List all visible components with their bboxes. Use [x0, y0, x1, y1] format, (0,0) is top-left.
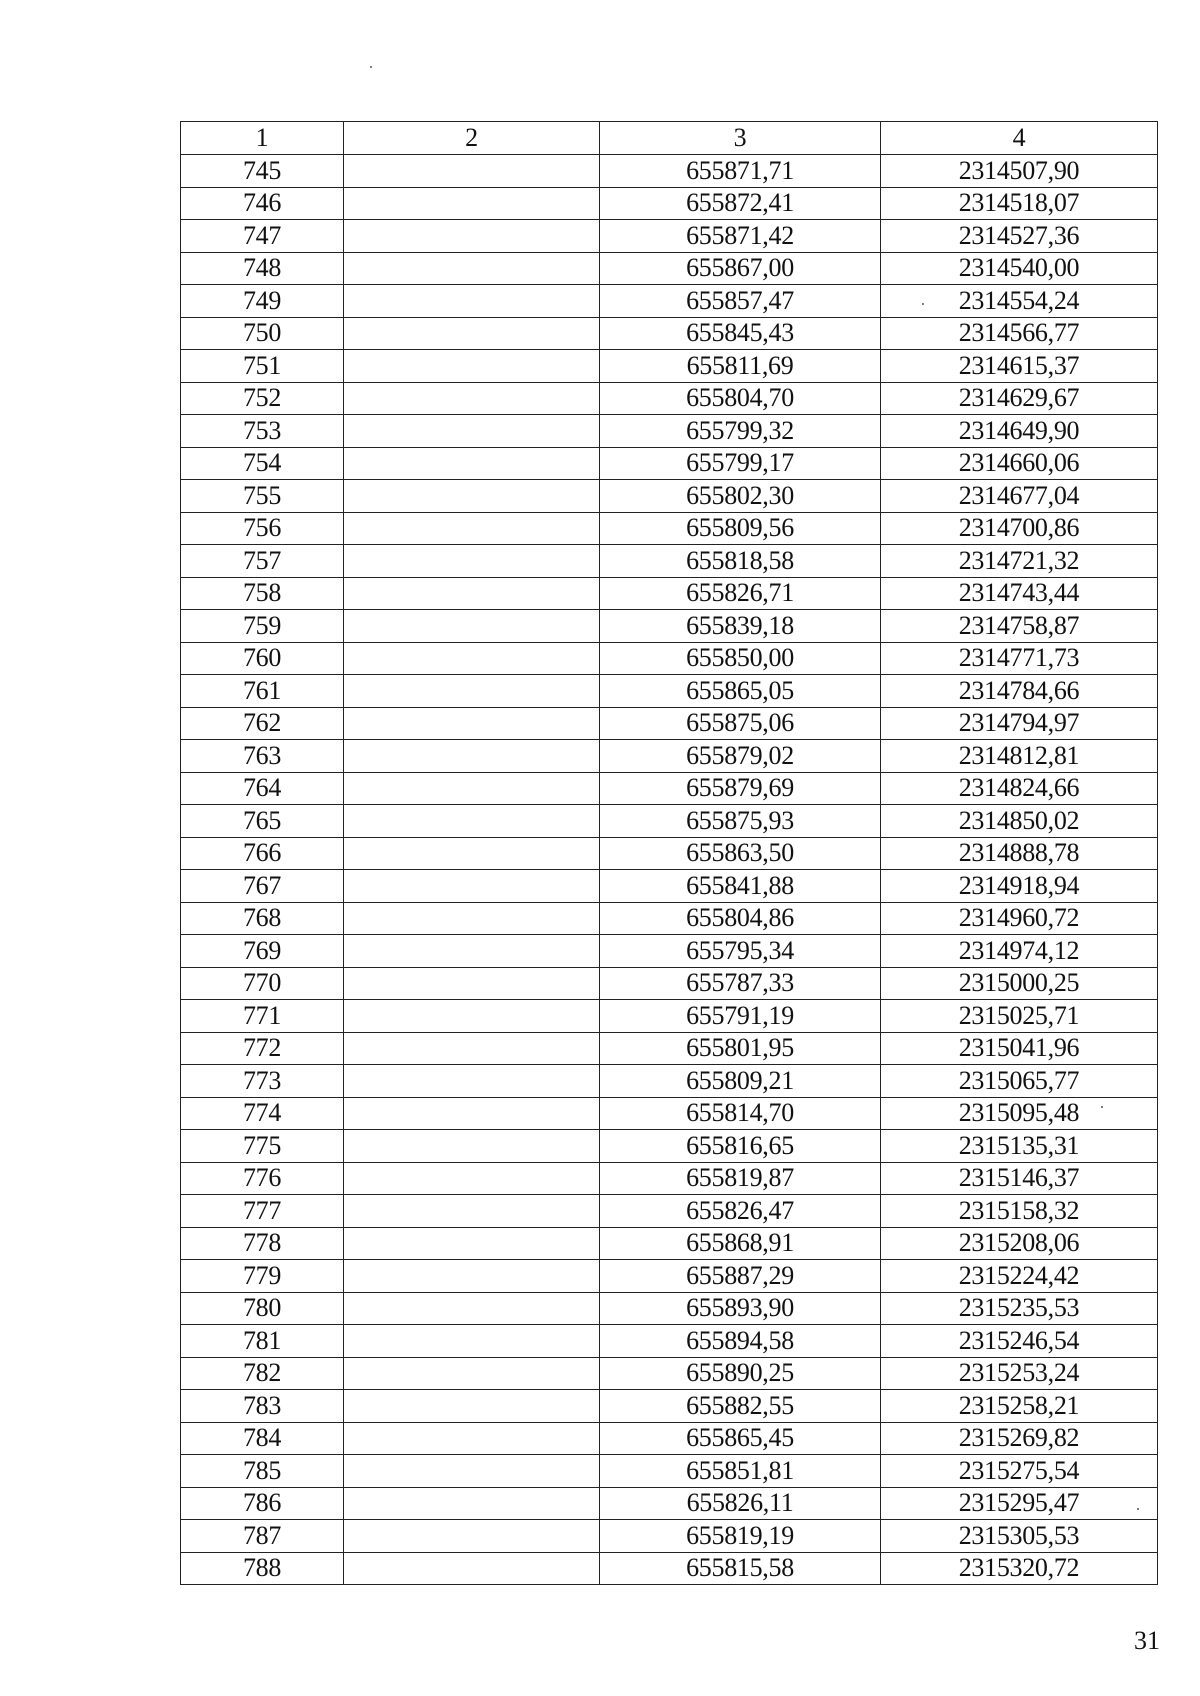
point-number-cell: 760 [181, 642, 344, 675]
point-number-cell: 761 [181, 675, 344, 708]
empty-cell [344, 1162, 600, 1195]
table-row [181, 967, 1158, 1000]
x-coordinate-cell: 655826,11 [600, 1487, 881, 1520]
y-coordinate-cell: 2314554,24 [881, 285, 1158, 318]
table-row [181, 1390, 1158, 1423]
empty-cell [344, 1260, 600, 1293]
table-row [181, 707, 1158, 740]
y-coordinate-cell: 2315269,82 [881, 1422, 1158, 1455]
table-row [181, 1195, 1158, 1228]
point-number-cell: 759 [181, 610, 344, 643]
y-coordinate-cell: 2314540,00 [881, 252, 1158, 285]
table-row [181, 447, 1158, 480]
table-row [181, 837, 1158, 870]
x-coordinate-cell: 655875,93 [600, 805, 881, 838]
table-row [181, 480, 1158, 513]
table-row [181, 155, 1158, 188]
point-number-cell: 779 [181, 1260, 344, 1293]
point-number-cell: 788 [181, 1552, 344, 1585]
empty-cell [344, 805, 600, 838]
x-coordinate-cell: 655819,19 [600, 1520, 881, 1553]
point-number-cell: 749 [181, 285, 344, 318]
point-number-cell: 754 [181, 447, 344, 480]
x-coordinate-cell: 655871,42 [600, 220, 881, 253]
empty-cell [344, 1097, 600, 1130]
table-row [181, 675, 1158, 708]
y-coordinate-cell: 2315135,31 [881, 1130, 1158, 1163]
empty-cell [344, 1390, 600, 1423]
x-coordinate-cell: 655879,69 [600, 772, 881, 805]
x-coordinate-cell: 655863,50 [600, 837, 881, 870]
table-row [181, 220, 1158, 253]
y-coordinate-cell: 2314677,04 [881, 480, 1158, 513]
empty-cell [344, 642, 600, 675]
point-number-cell: 745 [181, 155, 344, 188]
point-number-cell: 768 [181, 902, 344, 935]
column-header: 4 [881, 122, 1158, 155]
table-row [181, 740, 1158, 773]
y-coordinate-cell: 2315000,25 [881, 967, 1158, 1000]
y-coordinate-cell: 2315041,96 [881, 1032, 1158, 1065]
table-row [181, 545, 1158, 578]
y-coordinate-cell: 2314660,06 [881, 447, 1158, 480]
point-number-cell: 753 [181, 415, 344, 448]
empty-cell [344, 935, 600, 968]
table-row [181, 350, 1158, 383]
point-number-cell: 751 [181, 350, 344, 383]
y-coordinate-cell: 2315025,71 [881, 1000, 1158, 1033]
table-row [181, 805, 1158, 838]
x-coordinate-cell: 655809,21 [600, 1065, 881, 1098]
table-row [181, 935, 1158, 968]
table-row [181, 382, 1158, 415]
empty-cell [344, 707, 600, 740]
x-coordinate-cell: 655811,69 [600, 350, 881, 383]
y-coordinate-cell: 2314649,90 [881, 415, 1158, 448]
point-number-cell: 783 [181, 1390, 344, 1423]
table-row [181, 1422, 1158, 1455]
empty-cell [344, 1520, 600, 1553]
table-row [181, 1162, 1158, 1195]
y-coordinate-cell: 2315295,47 [881, 1487, 1158, 1520]
y-coordinate-cell: 2315065,77 [881, 1065, 1158, 1098]
y-coordinate-cell: 2315095,48 [881, 1097, 1158, 1130]
point-number-cell: 782 [181, 1357, 344, 1390]
empty-cell [344, 1325, 600, 1358]
table-row [181, 1032, 1158, 1065]
x-coordinate-cell: 655867,00 [600, 252, 881, 285]
empty-cell [344, 610, 600, 643]
y-coordinate-cell: 2314960,72 [881, 902, 1158, 935]
page-number: 31 [1134, 1626, 1160, 1655]
y-coordinate-cell: 2314700,86 [881, 512, 1158, 545]
table-row [181, 1520, 1158, 1553]
x-coordinate-cell: 655802,30 [600, 480, 881, 513]
x-coordinate-cell: 655865,45 [600, 1422, 881, 1455]
empty-cell [344, 512, 600, 545]
empty-cell [344, 1000, 600, 1033]
empty-cell [344, 1195, 600, 1228]
point-number-cell: 784 [181, 1422, 344, 1455]
table-row [181, 1227, 1158, 1260]
empty-cell [344, 220, 600, 253]
x-coordinate-cell: 655893,90 [600, 1292, 881, 1325]
point-number-cell: 780 [181, 1292, 344, 1325]
y-coordinate-cell: 2314771,73 [881, 642, 1158, 675]
table-row [181, 1455, 1158, 1488]
empty-cell [344, 837, 600, 870]
x-coordinate-cell: 655815,58 [600, 1552, 881, 1585]
empty-cell [344, 1032, 600, 1065]
y-coordinate-cell: 2315224,42 [881, 1260, 1158, 1293]
empty-cell [344, 1455, 600, 1488]
table-row [181, 1552, 1158, 1585]
table-row [181, 642, 1158, 675]
empty-cell [344, 1292, 600, 1325]
point-number-cell: 785 [181, 1455, 344, 1488]
point-number-cell: 774 [181, 1097, 344, 1130]
x-coordinate-cell: 655809,56 [600, 512, 881, 545]
table-row [181, 610, 1158, 643]
table-body [181, 155, 1158, 1585]
x-coordinate-cell: 655799,32 [600, 415, 881, 448]
table-row [181, 1130, 1158, 1163]
x-coordinate-cell: 655801,95 [600, 1032, 881, 1065]
empty-cell [344, 415, 600, 448]
x-coordinate-cell: 655814,70 [600, 1097, 881, 1130]
table-row [181, 1325, 1158, 1358]
y-coordinate-cell: 2314721,32 [881, 545, 1158, 578]
table-row [181, 1065, 1158, 1098]
column-header: 2 [344, 122, 600, 155]
x-coordinate-cell: 655857,47 [600, 285, 881, 318]
y-coordinate-cell: 2315235,53 [881, 1292, 1158, 1325]
y-coordinate-cell: 2315275,54 [881, 1455, 1158, 1488]
y-coordinate-cell: 2314850,02 [881, 805, 1158, 838]
y-coordinate-cell: 2314629,67 [881, 382, 1158, 415]
empty-cell [344, 740, 600, 773]
y-coordinate-cell: 2314812,81 [881, 740, 1158, 773]
empty-cell [344, 350, 600, 383]
x-coordinate-cell: 655872,41 [600, 187, 881, 220]
table-row [181, 1097, 1158, 1130]
point-number-cell: 778 [181, 1227, 344, 1260]
x-coordinate-cell: 655791,19 [600, 1000, 881, 1033]
point-number-cell: 755 [181, 480, 344, 513]
x-coordinate-cell: 655816,65 [600, 1130, 881, 1163]
point-number-cell: 775 [181, 1130, 344, 1163]
y-coordinate-cell: 2314743,44 [881, 577, 1158, 610]
x-coordinate-cell: 655865,05 [600, 675, 881, 708]
y-coordinate-cell: 2314888,78 [881, 837, 1158, 870]
point-number-cell: 770 [181, 967, 344, 1000]
x-coordinate-cell: 655819,87 [600, 1162, 881, 1195]
empty-cell [344, 1422, 600, 1455]
x-coordinate-cell: 655890,25 [600, 1357, 881, 1390]
scan-speck [370, 66, 372, 68]
point-number-cell: 772 [181, 1032, 344, 1065]
x-coordinate-cell: 655882,55 [600, 1390, 881, 1423]
coordinates-table [180, 121, 1158, 1585]
empty-cell [344, 447, 600, 480]
table-row [181, 1292, 1158, 1325]
x-coordinate-cell: 655875,06 [600, 707, 881, 740]
y-coordinate-cell: 2314974,12 [881, 935, 1158, 968]
x-coordinate-cell: 655841,88 [600, 870, 881, 903]
point-number-cell: 771 [181, 1000, 344, 1033]
empty-cell [344, 1487, 600, 1520]
empty-cell [344, 902, 600, 935]
point-number-cell: 758 [181, 577, 344, 610]
y-coordinate-cell: 2314507,90 [881, 155, 1158, 188]
y-coordinate-cell: 2315158,32 [881, 1195, 1158, 1228]
table-row [181, 1487, 1158, 1520]
point-number-cell: 786 [181, 1487, 344, 1520]
y-coordinate-cell: 2314615,37 [881, 350, 1158, 383]
empty-cell [344, 155, 600, 188]
x-coordinate-cell: 655795,34 [600, 935, 881, 968]
table-row [181, 1260, 1158, 1293]
y-coordinate-cell: 2315146,37 [881, 1162, 1158, 1195]
empty-cell [344, 317, 600, 350]
point-number-cell: 763 [181, 740, 344, 773]
x-coordinate-cell: 655826,71 [600, 577, 881, 610]
y-coordinate-cell: 2314758,87 [881, 610, 1158, 643]
point-number-cell: 766 [181, 837, 344, 870]
y-coordinate-cell: 2315246,54 [881, 1325, 1158, 1358]
table-row [181, 577, 1158, 610]
x-coordinate-cell: 655804,86 [600, 902, 881, 935]
y-coordinate-cell: 2315208,06 [881, 1227, 1158, 1260]
x-coordinate-cell: 655845,43 [600, 317, 881, 350]
x-coordinate-cell: 655851,81 [600, 1455, 881, 1488]
table-row [181, 512, 1158, 545]
point-number-cell: 787 [181, 1520, 344, 1553]
x-coordinate-cell: 655826,47 [600, 1195, 881, 1228]
point-number-cell: 781 [181, 1325, 344, 1358]
empty-cell [344, 1130, 600, 1163]
point-number-cell: 765 [181, 805, 344, 838]
empty-cell [344, 1065, 600, 1098]
empty-cell [344, 285, 600, 318]
x-coordinate-cell: 655868,91 [600, 1227, 881, 1260]
table-row [181, 317, 1158, 350]
y-coordinate-cell: 2314824,66 [881, 772, 1158, 805]
x-coordinate-cell: 655894,58 [600, 1325, 881, 1358]
y-coordinate-cell: 2314518,07 [881, 187, 1158, 220]
y-coordinate-cell: 2314794,97 [881, 707, 1158, 740]
empty-cell [344, 1357, 600, 1390]
table-row [181, 187, 1158, 220]
y-coordinate-cell: 2314918,94 [881, 870, 1158, 903]
y-coordinate-cell: 2315320,72 [881, 1552, 1158, 1585]
x-coordinate-cell: 655818,58 [600, 545, 881, 578]
empty-cell [344, 870, 600, 903]
x-coordinate-cell: 655799,17 [600, 447, 881, 480]
point-number-cell: 764 [181, 772, 344, 805]
point-number-cell: 769 [181, 935, 344, 968]
empty-cell [344, 545, 600, 578]
table-row [181, 772, 1158, 805]
empty-cell [344, 1552, 600, 1585]
point-number-cell: 757 [181, 545, 344, 578]
y-coordinate-cell: 2315258,21 [881, 1390, 1158, 1423]
x-coordinate-cell: 655850,00 [600, 642, 881, 675]
y-coordinate-cell: 2314527,36 [881, 220, 1158, 253]
empty-cell [344, 187, 600, 220]
table-header-row [181, 122, 1158, 155]
point-number-cell: 777 [181, 1195, 344, 1228]
table-row [181, 1000, 1158, 1033]
x-coordinate-cell: 655871,71 [600, 155, 881, 188]
column-header: 3 [600, 122, 881, 155]
x-coordinate-cell: 655839,18 [600, 610, 881, 643]
point-number-cell: 767 [181, 870, 344, 903]
table-row [181, 902, 1158, 935]
empty-cell [344, 1227, 600, 1260]
point-number-cell: 752 [181, 382, 344, 415]
point-number-cell: 750 [181, 317, 344, 350]
empty-cell [344, 252, 600, 285]
y-coordinate-cell: 2314566,77 [881, 317, 1158, 350]
x-coordinate-cell: 655879,02 [600, 740, 881, 773]
point-number-cell: 746 [181, 187, 344, 220]
x-coordinate-cell: 655787,33 [600, 967, 881, 1000]
table-row [181, 415, 1158, 448]
table-row [181, 252, 1158, 285]
empty-cell [344, 480, 600, 513]
point-number-cell: 748 [181, 252, 344, 285]
empty-cell [344, 382, 600, 415]
empty-cell [344, 772, 600, 805]
point-number-cell: 756 [181, 512, 344, 545]
point-number-cell: 776 [181, 1162, 344, 1195]
empty-cell [344, 967, 600, 1000]
y-coordinate-cell: 2314784,66 [881, 675, 1158, 708]
y-coordinate-cell: 2315253,24 [881, 1357, 1158, 1390]
table-row [181, 285, 1158, 318]
y-coordinate-cell: 2315305,53 [881, 1520, 1158, 1553]
empty-cell [344, 675, 600, 708]
empty-cell [344, 577, 600, 610]
point-number-cell: 762 [181, 707, 344, 740]
column-header: 1 [181, 122, 344, 155]
table-row [181, 870, 1158, 903]
x-coordinate-cell: 655804,70 [600, 382, 881, 415]
point-number-cell: 747 [181, 220, 344, 253]
x-coordinate-cell: 655887,29 [600, 1260, 881, 1293]
point-number-cell: 773 [181, 1065, 344, 1098]
table-row [181, 1357, 1158, 1390]
